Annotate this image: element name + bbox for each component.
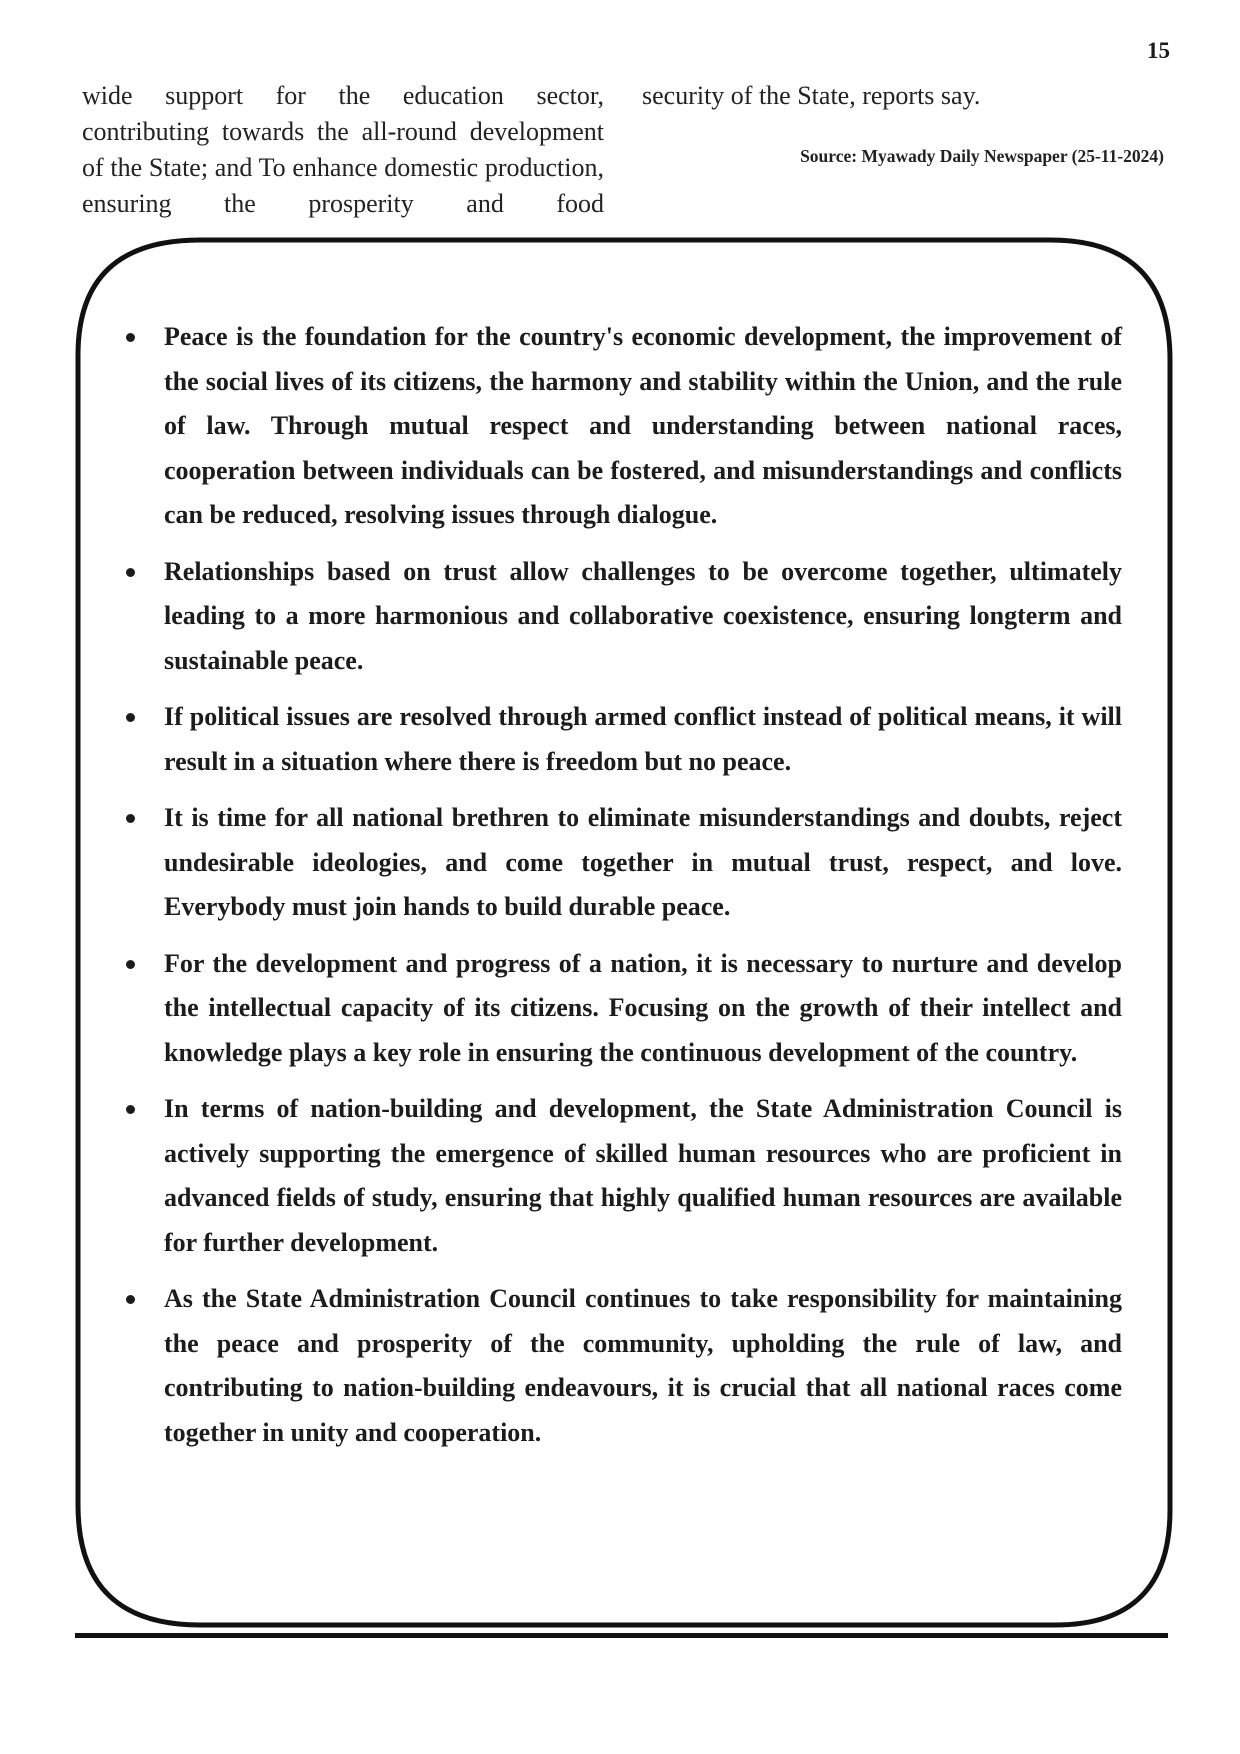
highlight-text: Peace is the foundation for the country's economic development, the improvement of the social lives of its citizens, the harmony and stability within the Union, and the rule of law. Through mutual respect and understanding between national races, cooperation between individuals can be fostered, and misunderstandings and conflicts can be reduced, resolving issues through dialogue. <box>164 322 1122 529</box>
article-text-left-column: wide support for the education sector, contributing towards the all-round development of the State; and To enhance domestic production, ensuring the prosperity and food <box>82 81 604 218</box>
bullet-icon <box>126 1295 135 1304</box>
highlight-item <box>122 1087 1122 1265</box>
highlight-text: It is time for all national brethren to eliminate misunderstandings and doubts, reject undesirable ideologies, and come together in mutual trust, respect, and love. Everybody must join hands to build durable peace. <box>164 803 1122 921</box>
highlight-item <box>122 796 1122 930</box>
highlight-item <box>122 942 1122 1076</box>
highlight-text: In terms of nation-building and development, the State Administration Council is actively supporting the emergence of skilled human resources who are proficient in advanced fields of study, ensuring that highly qualified human resources are available for further development. <box>164 1094 1122 1257</box>
bullet-icon <box>126 333 135 342</box>
page-number: 15 <box>1147 38 1170 63</box>
highlight-text: As the State Administration Council continues to take responsibility for maintaining the peace and prosperity of the community, upholding the rule of law, and contributing to nation-building endeavours, it is crucial that all national races come together in unity and cooperation. <box>164 1284 1122 1447</box>
article-text-right-column: security of the State, reports say. <box>642 81 981 110</box>
footer-rule <box>75 1633 1168 1638</box>
highlight-item <box>122 1277 1122 1455</box>
highlight-item <box>122 695 1122 784</box>
highlights-list <box>122 315 1122 1467</box>
highlight-text: Relationships based on trust allow challenges to be overcome together, ultimately leading to a more harmonious and collaborative coexistence, ensuring longterm and sustainable peace. <box>164 556 1122 675</box>
article-source: Source: Myawady Daily Newspaper (25-11-2024) <box>800 146 1164 166</box>
highlight-text: For the development and progress of a nation, it is necessary to nurture and develop the intellectual capacity of its citizens. Focusing on the growth of their intellect and knowledge plays a key role in ensuring the continuous development of the country. <box>164 948 1122 1067</box>
bullet-icon <box>126 1105 135 1114</box>
bullet-icon <box>126 814 135 823</box>
bullet-icon <box>126 713 135 722</box>
highlight-item <box>122 550 1122 684</box>
highlight-text: If political issues are resolved through armed conflict instead of political means, it will result in a situation where there is freedom but no peace. <box>164 702 1122 776</box>
bullet-icon <box>126 960 135 969</box>
bullet-icon <box>126 568 135 577</box>
highlight-item <box>122 315 1122 538</box>
